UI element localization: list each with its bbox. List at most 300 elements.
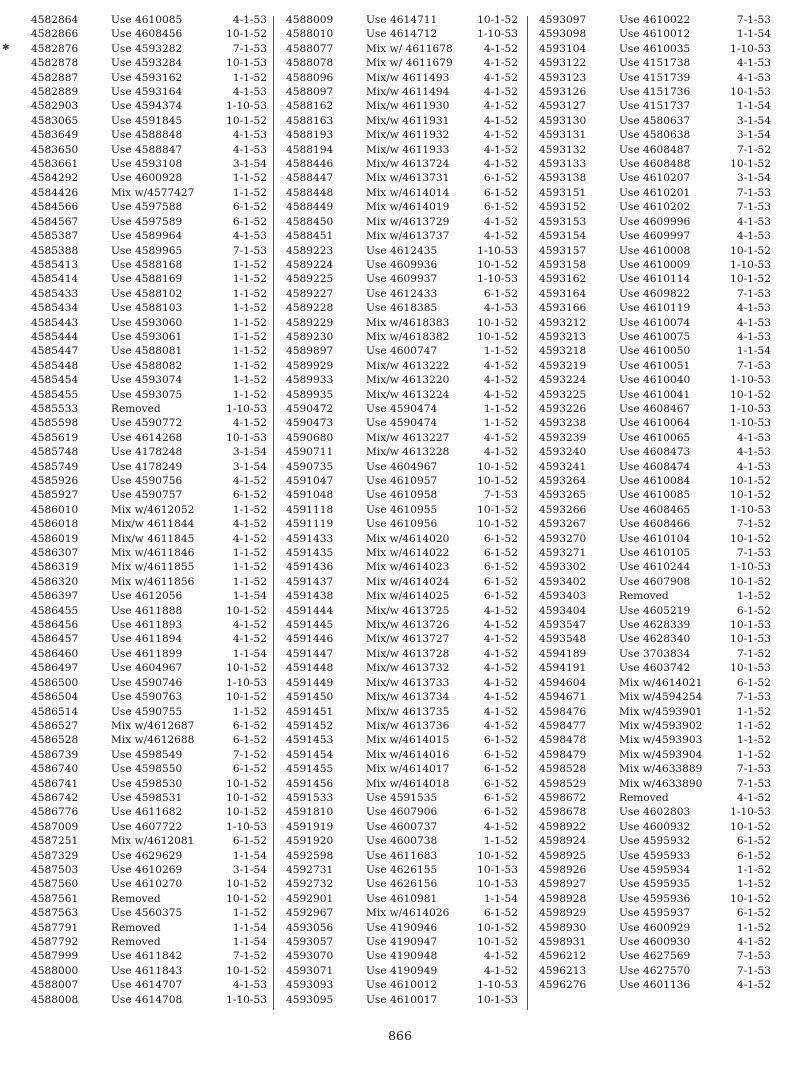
item-number: 4589929 bbox=[286, 359, 334, 372]
disposition: Use 3703834 bbox=[619, 647, 691, 660]
effective-date: 1-1-54 bbox=[232, 936, 267, 948]
disposition: Mix w/ 4611679 bbox=[366, 57, 453, 70]
effective-date: 10-1-53 bbox=[226, 431, 267, 444]
disposition: Use 4151737 bbox=[619, 100, 691, 113]
effective-date: 10-1-52 bbox=[477, 518, 518, 531]
item-number: 4582889 bbox=[31, 86, 79, 99]
effective-date: 4-1-52 bbox=[483, 42, 518, 55]
table-row bbox=[539, 13, 771, 27]
item-number: 4593071 bbox=[286, 964, 334, 977]
table-row bbox=[539, 200, 771, 214]
table-row bbox=[286, 42, 518, 56]
effective-date: 4-1-52 bbox=[483, 662, 518, 675]
table-row bbox=[31, 42, 267, 56]
item-number: 4588009 bbox=[286, 14, 334, 26]
effective-date: 10-1-52 bbox=[477, 921, 518, 934]
table-row bbox=[539, 589, 771, 603]
table-row bbox=[286, 114, 518, 128]
table-row bbox=[539, 42, 771, 56]
item-number: 4598478 bbox=[539, 734, 587, 747]
item-number: 4582876 bbox=[31, 42, 79, 55]
effective-date: 4-1-52 bbox=[483, 388, 518, 401]
item-number: 4593131 bbox=[539, 129, 587, 142]
table-row bbox=[286, 99, 518, 113]
table-row bbox=[31, 114, 267, 128]
item-number: 4585444 bbox=[31, 330, 79, 343]
disposition: Mix/w 4613220 bbox=[366, 374, 450, 387]
item-number: 4589230 bbox=[286, 330, 334, 343]
effective-date: 1-1-54 bbox=[736, 100, 771, 113]
disposition: Use 4610035 bbox=[619, 42, 691, 55]
disposition: Use 4595936 bbox=[619, 892, 691, 905]
effective-date: 10-1-52 bbox=[226, 892, 267, 905]
table-row bbox=[539, 849, 771, 863]
item-number: 4586740 bbox=[31, 763, 79, 776]
table-row bbox=[286, 272, 518, 286]
effective-date: 6-1-52 bbox=[483, 791, 518, 804]
effective-date: 10-1-53 bbox=[226, 57, 267, 70]
item-number: 4585443 bbox=[31, 316, 79, 329]
disposition: Use 4610064 bbox=[619, 417, 691, 430]
disposition: Use 4609996 bbox=[619, 215, 691, 228]
disposition: Use 4190948 bbox=[366, 950, 438, 963]
effective-date: 1-10-53 bbox=[730, 417, 771, 430]
disposition: Use 4610201 bbox=[619, 186, 691, 199]
disposition: Use 4610012 bbox=[366, 979, 438, 992]
disposition: Use 4604967 bbox=[111, 662, 183, 675]
disposition: Use 4608473 bbox=[619, 446, 691, 459]
item-number: 4593133 bbox=[539, 158, 587, 171]
effective-date: 6-1-52 bbox=[232, 215, 267, 228]
effective-date: 3-1-54 bbox=[736, 114, 771, 127]
disposition: Use 4603742 bbox=[619, 662, 691, 675]
item-number: 4593098 bbox=[539, 28, 587, 41]
effective-date: 10-1-52 bbox=[226, 878, 267, 891]
effective-date: 10-1-52 bbox=[477, 475, 518, 487]
table-row bbox=[286, 892, 518, 906]
disposition: Mix/w 4613724 bbox=[366, 158, 450, 171]
disposition: Use 4598530 bbox=[111, 777, 183, 790]
table-row bbox=[286, 618, 518, 632]
disposition: Use 4611899 bbox=[111, 647, 183, 660]
effective-date: 4-1-52 bbox=[483, 964, 518, 977]
disposition: Removed bbox=[111, 892, 161, 905]
effective-date: 1-1-52 bbox=[232, 186, 267, 199]
effective-date: 3-1-54 bbox=[232, 446, 267, 459]
effective-date: 1-10-53 bbox=[730, 42, 771, 55]
table-row bbox=[31, 416, 267, 430]
margin-mark: ✱ bbox=[2, 43, 10, 53]
effective-date: 10-1-52 bbox=[226, 777, 267, 790]
table-row bbox=[539, 359, 771, 373]
disposition: Use 4607906 bbox=[366, 806, 438, 819]
effective-date: 1-1-54 bbox=[232, 849, 267, 862]
item-number: 4593151 bbox=[539, 186, 587, 199]
table-row bbox=[31, 762, 267, 776]
disposition: Use 4597589 bbox=[111, 215, 183, 228]
table-row bbox=[539, 431, 771, 445]
table-row bbox=[31, 863, 267, 877]
effective-date: 4-1-52 bbox=[483, 230, 518, 243]
effective-date: 1-1-52 bbox=[483, 402, 518, 415]
effective-date: 7-1-53 bbox=[483, 489, 518, 502]
item-number: 4593266 bbox=[539, 503, 587, 516]
table-row bbox=[539, 719, 771, 733]
effective-date: 10-1-52 bbox=[226, 806, 267, 819]
effective-date: 10-1-52 bbox=[477, 330, 518, 343]
table-row bbox=[539, 532, 771, 546]
table-row bbox=[286, 877, 518, 891]
disposition: Mix w/4613737 bbox=[366, 230, 450, 243]
item-number: 4591433 bbox=[286, 532, 334, 545]
table-row bbox=[286, 632, 518, 646]
item-number: 4586018 bbox=[31, 518, 79, 531]
item-number: 4593122 bbox=[539, 57, 587, 70]
table-row bbox=[286, 200, 518, 214]
effective-date: 4-1-52 bbox=[483, 647, 518, 660]
effective-date: 10-1-52 bbox=[730, 820, 771, 833]
column-3 bbox=[539, 13, 771, 993]
table-row bbox=[539, 215, 771, 229]
effective-date: 6-1-52 bbox=[483, 547, 518, 560]
disposition: Use 4610012 bbox=[619, 28, 691, 41]
item-number: 4585455 bbox=[31, 388, 79, 401]
table-row bbox=[31, 71, 267, 85]
effective-date: 4-1-52 bbox=[483, 431, 518, 444]
table-row bbox=[31, 128, 267, 142]
disposition: Mix w/4593903 bbox=[619, 734, 703, 747]
disposition: Use 4610051 bbox=[619, 359, 691, 372]
item-number: 4593104 bbox=[539, 42, 587, 55]
item-number: 4587009 bbox=[31, 820, 79, 833]
effective-date: 1-10-53 bbox=[226, 100, 267, 113]
effective-date: 7-1-53 bbox=[736, 359, 771, 372]
item-number: 4582903 bbox=[31, 100, 79, 113]
effective-date: 4-1-52 bbox=[483, 676, 518, 689]
disposition: Use 4602803 bbox=[619, 806, 691, 819]
item-number: 4591919 bbox=[286, 820, 334, 833]
disposition: Use 4593075 bbox=[111, 388, 183, 401]
disposition: Use 4588848 bbox=[111, 129, 183, 142]
item-number: 4591445 bbox=[286, 619, 334, 632]
disposition: Mix/w 4611844 bbox=[111, 518, 195, 531]
table-row bbox=[286, 748, 518, 762]
table-row bbox=[31, 431, 267, 445]
item-number: 4591451 bbox=[286, 705, 334, 718]
table-row bbox=[286, 532, 518, 546]
item-number: 4591810 bbox=[286, 806, 334, 819]
disposition: Use 4612433 bbox=[366, 287, 438, 300]
effective-date: 4-1-53 bbox=[736, 230, 771, 243]
effective-date: 4-1-52 bbox=[483, 950, 518, 963]
effective-date: 4-1-52 bbox=[483, 143, 518, 156]
item-number: 4586397 bbox=[31, 590, 79, 603]
table-row bbox=[31, 330, 267, 344]
item-number: 4594671 bbox=[539, 691, 587, 704]
item-number: 4582866 bbox=[31, 28, 79, 41]
item-number: 4593240 bbox=[539, 446, 587, 459]
effective-date: 10-1-52 bbox=[226, 691, 267, 704]
item-number: 4593547 bbox=[539, 619, 587, 632]
item-number: 4593271 bbox=[539, 547, 587, 560]
effective-date: 4-1-52 bbox=[483, 114, 518, 127]
disposition: Mix w/4633889 bbox=[619, 763, 703, 776]
effective-date: 1-1-52 bbox=[736, 863, 771, 876]
effective-date: 1-1-52 bbox=[232, 345, 267, 358]
effective-date: 4-1-52 bbox=[483, 71, 518, 84]
item-number: 4586457 bbox=[31, 633, 79, 646]
table-row bbox=[286, 935, 518, 949]
item-number: 4591436 bbox=[286, 561, 334, 574]
disposition: Mix w/4613729 bbox=[366, 215, 450, 228]
effective-date: 10-1-53 bbox=[730, 619, 771, 632]
item-number: 4586010 bbox=[31, 503, 79, 516]
disposition: Mix/w 4613733 bbox=[366, 676, 450, 689]
item-number: 4590473 bbox=[286, 417, 334, 430]
item-number: 4588447 bbox=[286, 172, 334, 185]
effective-date: 10-1-52 bbox=[730, 475, 771, 487]
disposition: Mix w/4614020 bbox=[366, 532, 450, 545]
table-row bbox=[539, 258, 771, 272]
disposition: Use 4595934 bbox=[619, 863, 691, 876]
table-row bbox=[539, 805, 771, 819]
column-1 bbox=[31, 13, 267, 1007]
effective-date: 6-1-52 bbox=[483, 532, 518, 545]
table-row bbox=[539, 114, 771, 128]
table-row bbox=[286, 215, 518, 229]
effective-date: 1-10-53 bbox=[477, 979, 518, 992]
disposition: Use 4593162 bbox=[111, 71, 183, 84]
effective-date: 4-1-52 bbox=[483, 374, 518, 387]
item-number: 4585749 bbox=[31, 460, 79, 473]
disposition: Mix w/4614023 bbox=[366, 561, 450, 574]
item-number: 4598930 bbox=[539, 921, 587, 934]
table-row bbox=[539, 301, 771, 315]
effective-date: 1-1-52 bbox=[736, 878, 771, 891]
table-row bbox=[31, 244, 267, 258]
disposition: Mix/w 4613732 bbox=[366, 662, 450, 675]
effective-date: 6-1-52 bbox=[483, 590, 518, 603]
table-row bbox=[31, 949, 267, 963]
table-row bbox=[31, 301, 267, 315]
disposition: Mix w/4612687 bbox=[111, 719, 195, 732]
disposition: Use 4190949 bbox=[366, 964, 438, 977]
table-row bbox=[286, 503, 518, 517]
table-row bbox=[539, 388, 771, 402]
table-row bbox=[539, 863, 771, 877]
effective-date: 6-1-52 bbox=[232, 719, 267, 732]
table-row bbox=[539, 157, 771, 171]
disposition: Use 4598550 bbox=[111, 763, 183, 776]
item-number: 4596212 bbox=[539, 950, 587, 963]
effective-date: 7-1-53 bbox=[736, 950, 771, 963]
item-number: 4598476 bbox=[539, 705, 587, 718]
item-number: 4585413 bbox=[31, 258, 79, 271]
disposition: Use 4151736 bbox=[619, 86, 691, 99]
effective-date: 4-1-52 bbox=[232, 417, 267, 430]
table-row bbox=[286, 171, 518, 185]
disposition: Use 4610956 bbox=[366, 518, 438, 531]
table-row bbox=[539, 373, 771, 387]
table-row bbox=[31, 560, 267, 574]
disposition: Mix w/4612688 bbox=[111, 734, 195, 747]
effective-date: 10-1-52 bbox=[477, 14, 518, 26]
disposition: Removed bbox=[111, 402, 161, 415]
effective-date: 1-1-54 bbox=[736, 28, 771, 41]
effective-date: 6-1-52 bbox=[232, 489, 267, 502]
table-row bbox=[539, 949, 771, 963]
effective-date: 10-1-52 bbox=[477, 258, 518, 271]
table-row bbox=[31, 719, 267, 733]
item-number: 4588163 bbox=[286, 114, 334, 127]
table-row bbox=[539, 762, 771, 776]
table-row bbox=[286, 964, 518, 978]
effective-date: 4-1-53 bbox=[232, 230, 267, 243]
effective-date: 4-1-53 bbox=[483, 302, 518, 315]
item-number: 4598672 bbox=[539, 791, 587, 804]
effective-date: 10-1-53 bbox=[730, 662, 771, 675]
effective-date: 1-1-54 bbox=[483, 892, 518, 905]
table-row bbox=[286, 416, 518, 430]
disposition: Use 4593108 bbox=[111, 158, 183, 171]
disposition: Use 4595933 bbox=[619, 849, 691, 862]
disposition: Mix w/4614014 bbox=[366, 186, 450, 199]
disposition: Use 4600747 bbox=[366, 345, 438, 358]
effective-date: 1-1-52 bbox=[232, 374, 267, 387]
effective-date: 10-1-52 bbox=[730, 575, 771, 588]
table-row bbox=[286, 762, 518, 776]
table-row bbox=[31, 935, 267, 949]
effective-date: 1-1-52 bbox=[736, 748, 771, 761]
item-number: 4593404 bbox=[539, 604, 587, 617]
effective-date: 7-1-53 bbox=[736, 763, 771, 776]
item-number: 4585433 bbox=[31, 287, 79, 300]
effective-date: 1-1-52 bbox=[232, 907, 267, 920]
effective-date: 1-10-53 bbox=[730, 374, 771, 387]
disposition: Use 4610270 bbox=[111, 878, 183, 891]
effective-date: 1-1-52 bbox=[736, 921, 771, 934]
effective-date: 7-1-52 bbox=[736, 647, 771, 660]
table-row bbox=[31, 388, 267, 402]
item-number: 4591453 bbox=[286, 734, 334, 747]
table-row bbox=[539, 892, 771, 906]
table-row bbox=[539, 416, 771, 430]
disposition: Use 4595935 bbox=[619, 878, 691, 891]
item-number: 4585598 bbox=[31, 417, 79, 430]
item-number: 4585388 bbox=[31, 244, 79, 257]
effective-date: 3-1-54 bbox=[232, 863, 267, 876]
disposition: Mix w/4611856 bbox=[111, 575, 195, 588]
effective-date: 1-10-53 bbox=[730, 503, 771, 516]
item-number: 4591437 bbox=[286, 575, 334, 588]
disposition: Use 4600928 bbox=[111, 172, 183, 185]
disposition: Use 4611843 bbox=[111, 964, 183, 977]
table-row bbox=[31, 186, 267, 200]
effective-date: 10-1-52 bbox=[730, 388, 771, 401]
item-number: 4593226 bbox=[539, 402, 587, 415]
item-number: 4592732 bbox=[286, 878, 334, 891]
table-row bbox=[539, 56, 771, 70]
item-number: 4591454 bbox=[286, 748, 334, 761]
item-number: 4592901 bbox=[286, 892, 334, 905]
disposition: Use 4627569 bbox=[619, 950, 691, 963]
table-row bbox=[286, 186, 518, 200]
item-number: 4586528 bbox=[31, 734, 79, 747]
effective-date: 1-1-52 bbox=[232, 503, 267, 516]
effective-date: 7-1-53 bbox=[736, 777, 771, 790]
disposition: Use 4610074 bbox=[619, 316, 691, 329]
disposition: Use 4610957 bbox=[366, 475, 438, 487]
effective-date: 4-1-53 bbox=[736, 446, 771, 459]
disposition: Use 4590772 bbox=[111, 417, 183, 430]
item-number: 4591920 bbox=[286, 835, 334, 848]
table-row bbox=[286, 647, 518, 661]
effective-date: 1-1-52 bbox=[232, 316, 267, 329]
table-row bbox=[286, 589, 518, 603]
disposition: Mix/w 4613224 bbox=[366, 388, 450, 401]
effective-date: 4-1-53 bbox=[232, 129, 267, 142]
effective-date: 3-1-54 bbox=[736, 129, 771, 142]
disposition: Use 4590755 bbox=[111, 705, 183, 718]
item-number: 4598528 bbox=[539, 763, 587, 776]
item-number: 4588451 bbox=[286, 230, 334, 243]
disposition: Use 4600738 bbox=[366, 835, 438, 848]
table-row bbox=[539, 85, 771, 99]
table-row bbox=[539, 445, 771, 459]
effective-date: 6-1-52 bbox=[483, 734, 518, 747]
effective-date: 1-1-52 bbox=[232, 258, 267, 271]
disposition: Use 4610269 bbox=[111, 863, 183, 876]
disposition: Removed bbox=[619, 791, 669, 804]
table-row bbox=[539, 171, 771, 185]
disposition: Mix/w 4611933 bbox=[366, 143, 450, 156]
effective-date: 4-1-53 bbox=[736, 302, 771, 315]
effective-date: 6-1-52 bbox=[483, 561, 518, 574]
table-row bbox=[286, 330, 518, 344]
disposition: Use 4614707 bbox=[111, 979, 183, 992]
disposition: Mix w/4614022 bbox=[366, 547, 450, 560]
table-row bbox=[539, 402, 771, 416]
effective-date: 1-1-52 bbox=[232, 388, 267, 401]
item-number: 4589227 bbox=[286, 287, 334, 300]
table-row bbox=[539, 503, 771, 517]
item-number: 4588194 bbox=[286, 143, 334, 156]
item-number: 4589225 bbox=[286, 273, 334, 286]
disposition: Use 4610119 bbox=[619, 302, 691, 315]
effective-date: 1-1-54 bbox=[232, 921, 267, 934]
item-number: 4593241 bbox=[539, 460, 587, 473]
table-row bbox=[31, 56, 267, 70]
table-row bbox=[31, 258, 267, 272]
item-number: 4593219 bbox=[539, 359, 587, 372]
disposition: Mix/w 4611493 bbox=[366, 71, 450, 84]
table-row bbox=[539, 143, 771, 157]
table-row bbox=[539, 316, 771, 330]
item-number: 4586460 bbox=[31, 647, 79, 660]
disposition: Use 4595932 bbox=[619, 835, 691, 848]
item-number: 4591446 bbox=[286, 633, 334, 646]
table-row bbox=[539, 676, 771, 690]
effective-date: 7-1-52 bbox=[736, 518, 771, 531]
table-row bbox=[31, 272, 267, 286]
item-number: 4585533 bbox=[31, 402, 79, 415]
effective-date: 1-10-53 bbox=[730, 561, 771, 574]
disposition: Use 4608467 bbox=[619, 402, 691, 415]
effective-date: 7-1-53 bbox=[736, 287, 771, 300]
table-row bbox=[286, 661, 518, 675]
table-row bbox=[539, 474, 771, 488]
disposition: Use 4626155 bbox=[366, 863, 438, 876]
